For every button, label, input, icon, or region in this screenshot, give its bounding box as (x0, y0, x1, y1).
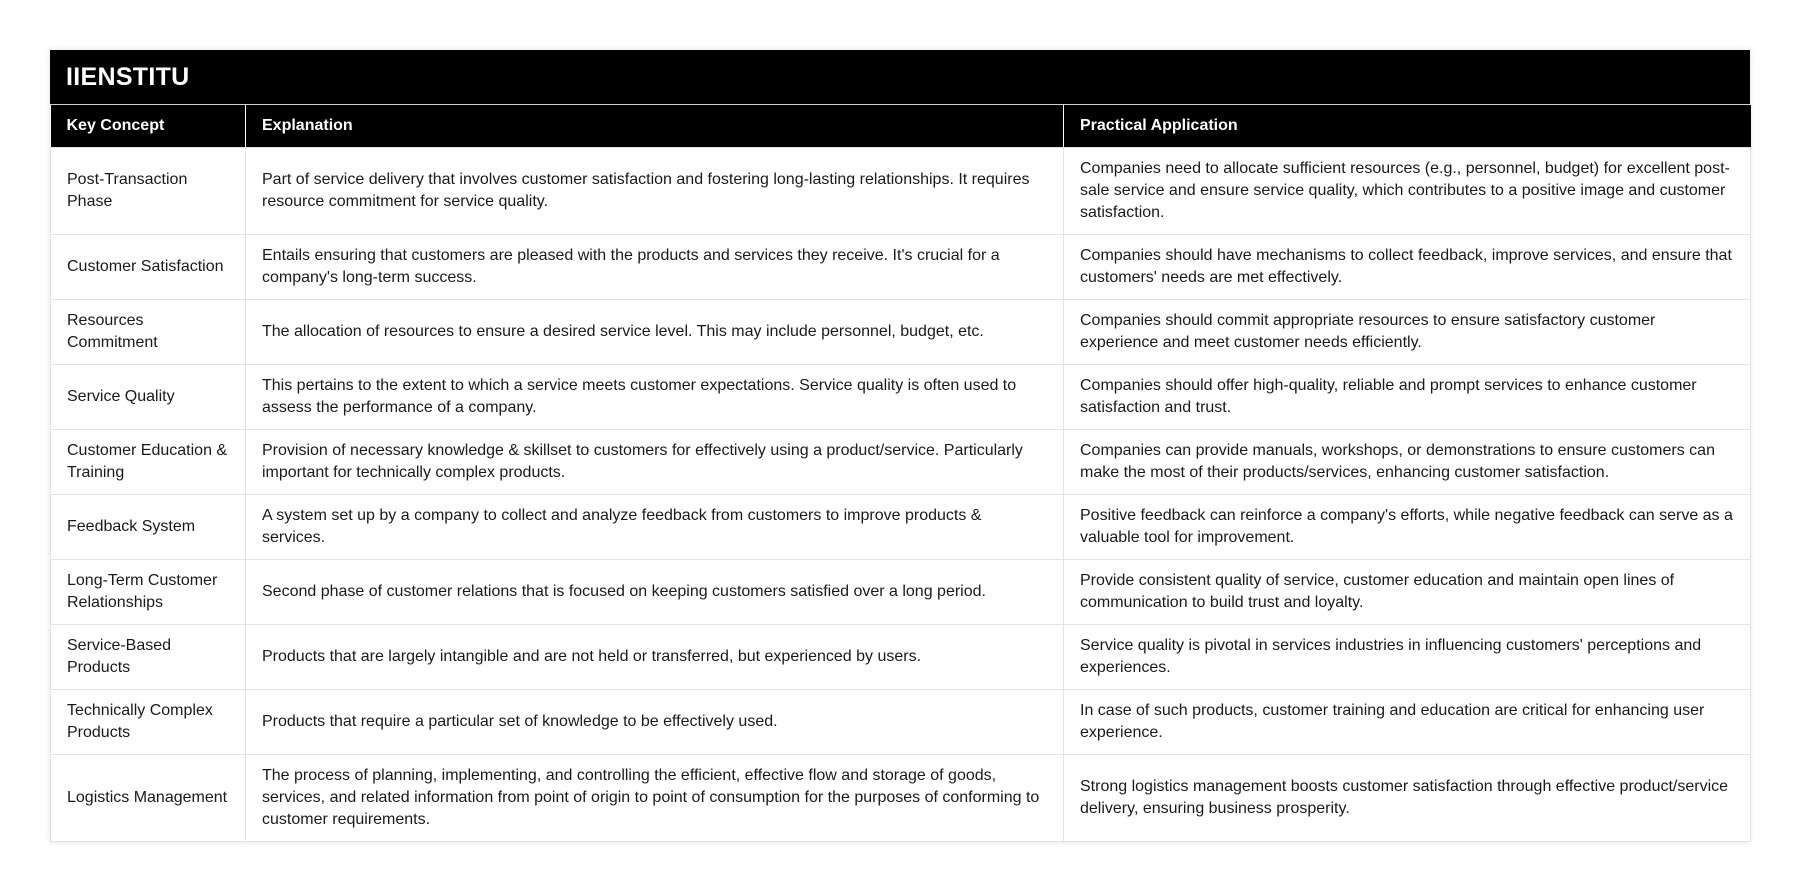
header-practical-application: Practical Application (1064, 105, 1751, 148)
table-row (51, 495, 1751, 560)
table-row (51, 430, 1751, 495)
cell-practical-application: Service quality is pivotal in services industries in influencing customers' perceptions and experiences. (1064, 625, 1751, 690)
cell-explanation: Products that require a particular set of knowledge to be effectively used. (246, 690, 1064, 755)
table-row (51, 560, 1751, 625)
cell-practical-application: Provide consistent quality of service, customer education and maintain open lines of communication to build trust and loyalty. (1064, 560, 1751, 625)
cell-practical-application: Companies can provide manuals, workshops, or demonstrations to ensure customers can make the most of their products/services, enhancing customer satisfaction. (1064, 430, 1751, 495)
cell-explanation: Second phase of customer relations that is focused on keeping customers satisfied over a long period. (246, 560, 1064, 625)
cell-practical-application: In case of such products, customer training and education are critical for enhancing user experience. (1064, 690, 1751, 755)
header-explanation: Explanation (246, 105, 1064, 148)
cell-explanation: The process of planning, implementing, and controlling the efficient, effective flow and storage of goods, services, and related information from point of origin to point of consumption for the purposes of conforming to customer requirements. (246, 755, 1064, 842)
table-header-row (51, 105, 1751, 148)
table-row (51, 235, 1751, 300)
cell-explanation: Products that are largely intangible and are not held or transferred, but experienced by users. (246, 625, 1064, 690)
cell-key-concept: Feedback System (51, 495, 246, 560)
cell-practical-application: Companies should commit appropriate resources to ensure satisfactory customer experience and meet customer needs efficiently. (1064, 300, 1751, 365)
cell-key-concept: Service Quality (51, 365, 246, 430)
table-row (51, 625, 1751, 690)
cell-key-concept: Logistics Management (51, 755, 246, 842)
cell-practical-application: Positive feedback can reinforce a company's efforts, while negative feedback can serve as a valuable tool for improvement. (1064, 495, 1751, 560)
brand-title: IIENSTITU (50, 50, 1750, 105)
cell-practical-application: Companies need to allocate sufficient resources (e.g., personnel, budget) for excellent post-sale service and ensure service quality, which contributes to a positive image and customer satisfaction. (1064, 148, 1751, 235)
concept-table (50, 105, 1751, 842)
concept-table-card (50, 50, 1750, 842)
cell-key-concept: Customer Education & Training (51, 430, 246, 495)
table-row (51, 365, 1751, 430)
table-row (51, 755, 1751, 842)
cell-explanation: Entails ensuring that customers are pleased with the products and services they receive. It's crucial for a company's long-term success. (246, 235, 1064, 300)
cell-key-concept: Resources Commitment (51, 300, 246, 365)
table-row (51, 300, 1751, 365)
cell-practical-application: Companies should offer high-quality, reliable and prompt services to enhance customer satisfaction and trust. (1064, 365, 1751, 430)
cell-practical-application: Companies should have mechanisms to collect feedback, improve services, and ensure that customers' needs are met effectively. (1064, 235, 1751, 300)
cell-practical-application: Strong logistics management boosts customer satisfaction through effective product/service delivery, ensuring business prosperity. (1064, 755, 1751, 842)
cell-explanation: A system set up by a company to collect and analyze feedback from customers to improve products & services. (246, 495, 1064, 560)
cell-key-concept: Customer Satisfaction (51, 235, 246, 300)
cell-key-concept: Service-Based Products (51, 625, 246, 690)
table-row (51, 148, 1751, 235)
cell-explanation: The allocation of resources to ensure a desired service level. This may include personnel, budget, etc. (246, 300, 1064, 365)
cell-key-concept: Post-Transaction Phase (51, 148, 246, 235)
cell-explanation: Provision of necessary knowledge & skillset to customers for effectively using a product/service. Particularly important for technically complex products. (246, 430, 1064, 495)
cell-key-concept: Long-Term Customer Relationships (51, 560, 246, 625)
cell-key-concept: Technically Complex Products (51, 690, 246, 755)
header-key-concept: Key Concept (51, 105, 246, 148)
cell-explanation: This pertains to the extent to which a service meets customer expectations. Service quality is often used to assess the performance of a company. (246, 365, 1064, 430)
cell-explanation: Part of service delivery that involves customer satisfaction and fostering long-lasting relationships. It requires resource commitment for service quality. (246, 148, 1064, 235)
table-row (51, 690, 1751, 755)
